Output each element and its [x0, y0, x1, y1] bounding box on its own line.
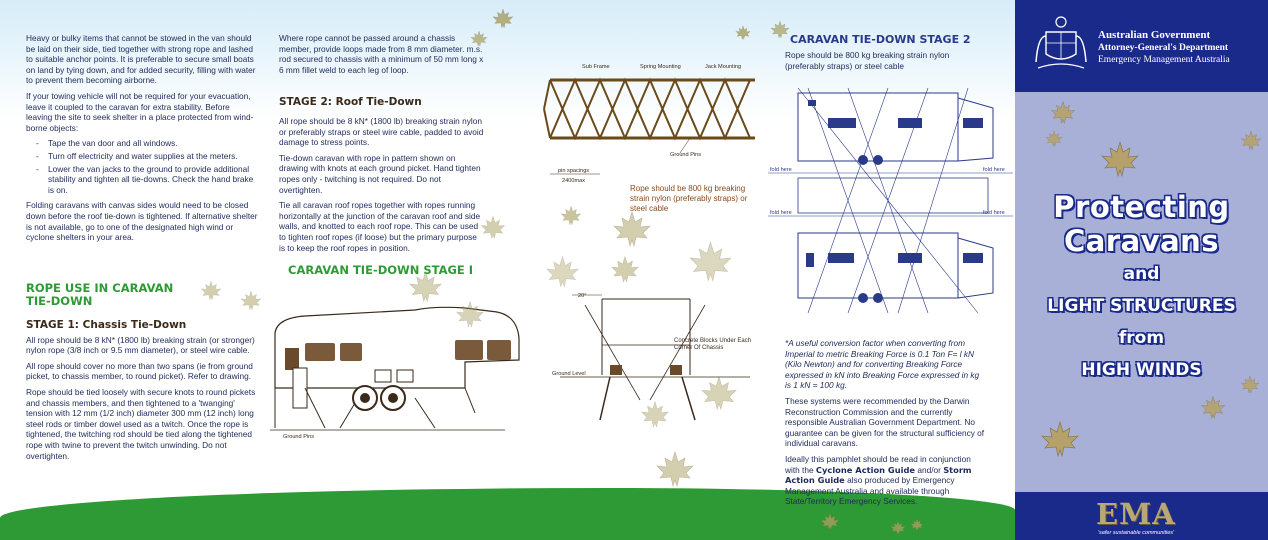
column-1 [26, 33, 258, 248]
angle-label: 20° [578, 293, 587, 299]
maple-leaf-icon [200, 280, 222, 302]
gov-line-1: Australian Government [1098, 29, 1211, 41]
pin-spacings-label: pin spacings [558, 168, 590, 174]
ground-pins-truss-label: Ground Pins [670, 152, 702, 158]
maple-leaf-icon [910, 518, 924, 532]
maple-leaf-icon [408, 270, 443, 305]
government-text [1098, 28, 1230, 66]
maple-leaf-icon [560, 205, 582, 227]
maple-leaf-icon [770, 20, 790, 40]
gov-line-2: Attorney-General's Department [1098, 43, 1229, 53]
maple-leaf-icon [470, 30, 488, 48]
title-and: and [1123, 264, 1160, 284]
paragraph: All rope should be 8 kN* (1800 lb) breaking strain (or stronger) nylon rope (3/8 inch or 9.5 mm diameter), or steel wire cable. [26, 334, 255, 356]
cover-title [1015, 190, 1268, 386]
column-4-notes [785, 338, 985, 512]
paragraph: Rope should be tied loosely with secure knots to round pickets and chassis members, and then tightened to a 'twanging' tension with 12 mm (1/2 inch) diameter 300 mm (12 inch) long steel rods or timber dowel used as a twitch. Once the rope is tightened, the twitching rod should be tied along the tightened rope with twine to prevent the twitch unwinding. Do not overtighten. [26, 386, 256, 461]
title-high-winds: HIGH WINDS [1081, 360, 1202, 380]
paragraph: Where rope cannot be passed around a chassis member, provide loops made from 8 mm diameter. m.s. rod secured to chassis with a minimum of 50 mm long x 6 mm fillet weld to each leg of loop. [279, 33, 484, 75]
maple-leaf-icon [1045, 130, 1063, 148]
gov-line-3: Emergency Management Australia [1098, 55, 1230, 65]
maple-leaf-icon [1240, 130, 1262, 152]
paragraph: Folding caravans with canvas sides would need to be closed down before the roof tie-down is tightened. If alternative shelter is not available, go to one of the designated high wind or cyclone shelters in your area. [26, 200, 258, 243]
chassis-truss-drawing [540, 58, 765, 188]
pin-max-label: 2400max [562, 178, 586, 184]
stage2-diagram-heading: CARAVAN TIE-DOWN STAGE 2 [790, 33, 971, 46]
concrete-blocks-label: Concrete Blocks Under Each Corner Of Chassis [674, 338, 752, 351]
maple-leaf-icon [1240, 375, 1260, 395]
spring-mounting-label: Spring Mounting [640, 64, 681, 70]
paragraph: Tie-down caravan with rope in pattern shown on drawing with knots at each ground picket. Hand tighten ropes only - twitching is not required. Do not overtighten. [279, 152, 481, 195]
cyclone-guide-title: Cyclone Action Guide [815, 464, 916, 475]
fold-here-label-2-right: fold here [983, 210, 1005, 216]
coat-of-arms-icon [1032, 14, 1090, 76]
rope-use-heading-2: TIE-DOWN [26, 294, 93, 308]
conversion-note: *A useful conversion factor when converting from Imperial to metric Breaking Force is 0.1 Ton F= l kN (Kilo Newton) and for converting Breaking Force expressed in kN into Breaking Force expressed in kg is 1 kN = 100 kg. [785, 338, 980, 391]
maple-leaf-icon [492, 8, 514, 30]
paragraph: All rope should cover no more than two spans (ie from ground picket, to chassis member, to round picket). Refer to drawing. [26, 360, 253, 382]
maple-leaf-icon [240, 290, 262, 312]
text: Ideally this pamphlet should be read in conjunction with the [785, 453, 971, 475]
storm-guide-title: Storm Action Guide [785, 464, 972, 486]
title-light-structures: LIGHT STRUCTURES [1047, 296, 1236, 316]
maple-leaf-icon [700, 375, 738, 413]
ema-logo: EMA [1096, 497, 1176, 531]
column-2 [279, 33, 484, 258]
sub-frame-label: Sub Frame [582, 64, 610, 70]
maple-leaf-icon [890, 520, 906, 536]
paragraph: Tie all caravan roof ropes together with ropes running horizontally at the junction of the caravan roof and side walls, and knotted to each roof rope. This can be used to tighten roof ropes (if loose) but the primary purpose is to keep the roof ropes in position. [279, 200, 481, 253]
paragraph: All rope should be 8 kN* (1800 lb) breaking strain nylon or preferably straps or steel wire cable, padded to avoid damage to stress points. [279, 115, 484, 148]
title-caravans: Caravans [1063, 224, 1220, 258]
stage1-diagram-heading: CARAVAN TIE-DOWN STAGE I [288, 263, 474, 277]
fold-here-label-right: fold here [983, 167, 1005, 173]
fold-here-label: fold here [770, 167, 792, 173]
list-item: - Turn off electricity and water supplies at the meters. [48, 151, 258, 162]
jack-mounting-label: Jack Mounting [705, 64, 742, 70]
ground-pins-label: Ground Pins [283, 434, 315, 440]
rope-use-heading: ROPE USE IN CARAVAN [26, 281, 174, 295]
maple-leaf-icon [820, 512, 840, 532]
title-from: from [1118, 328, 1165, 348]
maple-leaf-icon [1100, 140, 1140, 180]
text: also produced by Emergency Management Australia and available through State/Territory Emergency Services. [785, 475, 955, 507]
list-item: - Tape the van door and all windows. [48, 138, 258, 149]
rope-use-section [26, 282, 258, 466]
caravan-stage2-drawing [768, 88, 1013, 318]
maple-leaf-icon [612, 210, 652, 250]
maple-leaf-icon [545, 255, 580, 290]
rope-note-stage2: Rope should be 800 kg breaking strain nylon (preferably straps) or steel cable [785, 50, 950, 71]
paragraph: Heavy or bulky items that cannot be stowed in the van should be laid on their side, tied together with strong rope and lashed to suitable anchor points. It is preferable to secure small boats on land by tying down, and for added security, filling with water to prevent them becoming airborne. [26, 33, 256, 86]
stage2-heading: STAGE 2: Roof Tie-Down [279, 96, 422, 109]
paragraph: If your towing vehicle will not be required for your evacuation, leave it coupled to the caravan for extra stability. Before leaving the site to seek shelter in a place protected from wind-borne objects: [26, 90, 254, 133]
maple-leaf-icon [688, 240, 733, 285]
caravan-side-drawing [265, 288, 525, 443]
list-item: - Lower the van jacks to the ground to provide additional stability and tighten all tie-downs. Check the hand brake is on. [48, 164, 258, 196]
maple-leaf-icon [1050, 100, 1076, 126]
maple-leaf-icon [1040, 420, 1080, 460]
ema-tagline: 'safer sustainable communities' [1098, 530, 1175, 536]
maple-leaf-icon [655, 450, 695, 490]
title-protecting: Protecting [1053, 190, 1230, 224]
text: and/or [915, 464, 944, 475]
maple-leaf-icon [640, 400, 670, 430]
maple-leaf-icon [1200, 395, 1226, 421]
maple-leaf-icon [610, 255, 640, 285]
fold-here-label-2: fold here [770, 210, 792, 216]
rope-note-stage1: Rope should be 800 kg breaking strain nylon (preferably straps) or steel cable [630, 184, 748, 213]
stage1-heading: STAGE 1: Chassis Tie-Down [26, 319, 187, 331]
checklist [26, 138, 258, 195]
paragraph: These systems were recommended by the Darwin Reconstruction Commission and the currently responsible Australian Government Department. No guarantee can be given for the structural sufficiency of individual caravans. [785, 395, 985, 449]
maple-leaf-icon [735, 25, 751, 41]
maple-leaf-icon [480, 215, 506, 241]
paragraph [785, 454, 985, 507]
ground-level-label: Ground Level [552, 371, 586, 377]
maple-leaf-icon [455, 300, 485, 330]
